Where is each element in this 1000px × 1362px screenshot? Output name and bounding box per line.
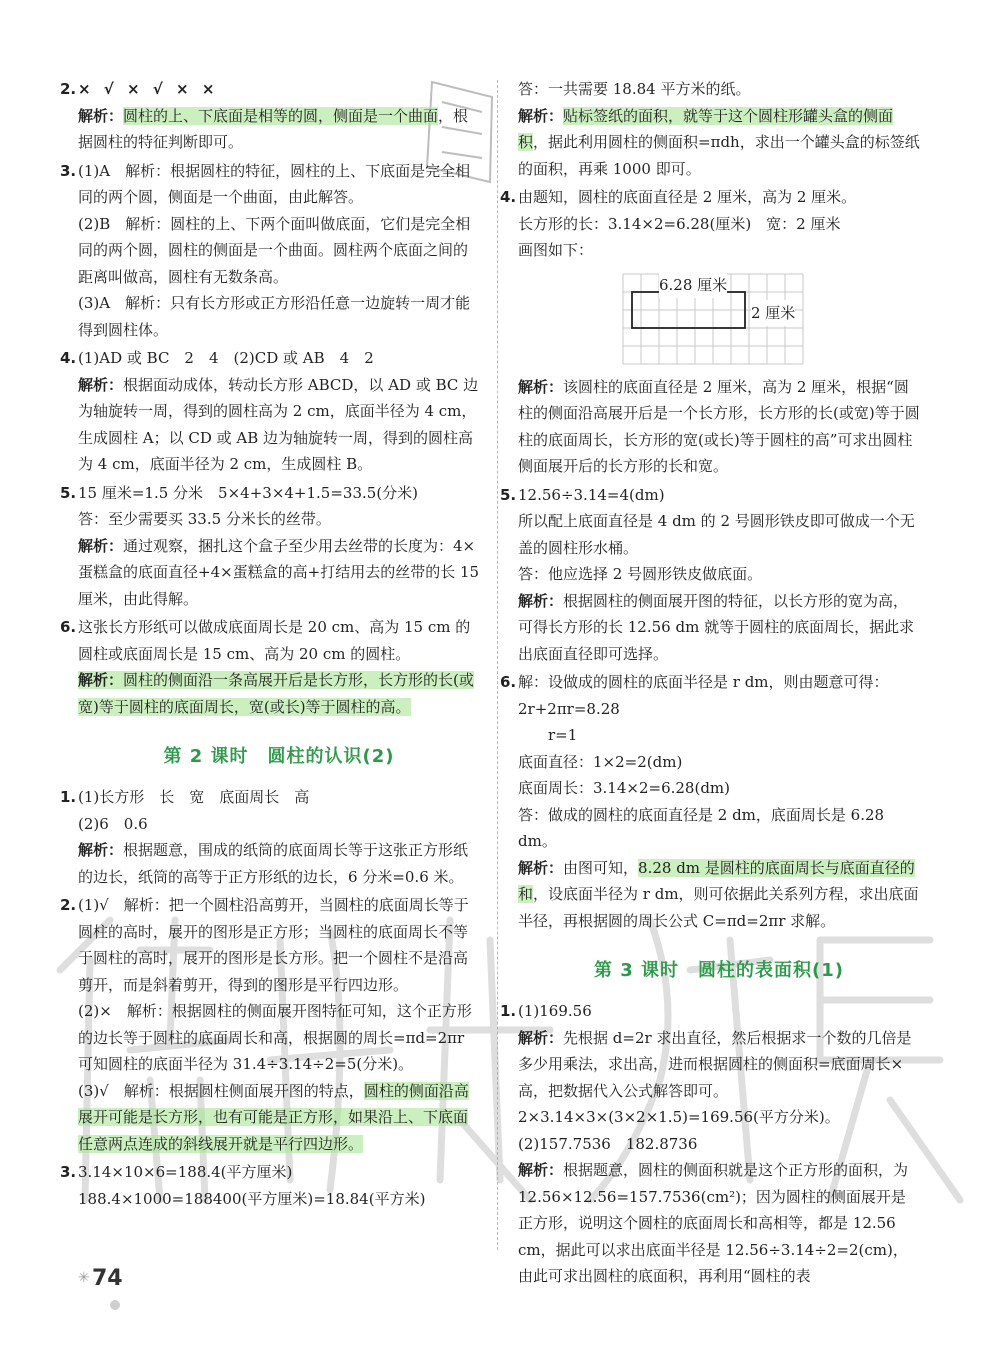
- answer-text: (1)169.56: [518, 1002, 592, 1020]
- analysis-text: 根据面动成体，转动长方形 ABCD，以 AD 或 BC 边为轴旋转一周，得到的圆柱高为 2 cm，底面半径为 4 cm，生成圆柱 A；以 CD 或 AB 边为轴旋转一周，得到的圆柱高为 4 cm，底面半径为 2 cm，生成圆柱 B。: [78, 375, 479, 473]
- analysis-text: 通过观察，捆扎这个盒子至少用去丝带的长度为：4×蛋糕盒的底面直径+4×蛋糕盒的高+打结用去的丝带的长 15 厘米，由此得解。: [78, 536, 480, 608]
- sub-answer: (1)√ 解析：把一个圆柱沿高剪开，当圆柱的底面周长等于圆柱的高时，展开的图形是正方形；当圆柱的底面周长不等于圆柱的高时，展开的图形是长方形。把一个圆柱不是沿高剪开，而是斜着剪开，得到的图形是平行四边形。: [78, 896, 469, 994]
- answer-text: 画图如下：: [518, 241, 594, 259]
- answer-text: 答：一共需要 18.84 平方米的纸。: [518, 80, 751, 98]
- question-number: 1.: [60, 788, 77, 806]
- figure-label-length: 6.28 厘米: [659, 272, 727, 299]
- question-number: 4.: [60, 349, 77, 367]
- figure-label-width: 2 厘米: [751, 300, 795, 327]
- equation: 2r+2πr=8.28: [518, 699, 620, 718]
- answer-text: 15 厘米=1.5 分米 5×4+3×4+1.5=33.5(分米): [78, 483, 419, 502]
- answer-text: × √ × √ × ×: [78, 80, 219, 98]
- answer-text: 这张长方形纸可以做成底面周长是 20 cm、高为 15 cm 的圆柱或底面周长是 15 cm、高为 20 cm 的圆柱。: [78, 618, 471, 663]
- analysis-text: 根据题意，围成的纸筒的底面周长等于这张正方形纸的边长，纸筒的高等于正方形纸的边长，6 分米=0.6 米。: [78, 841, 469, 886]
- section-title-lesson-3: 第 3 课时 圆柱的表面积(1): [593, 960, 845, 981]
- sub-answer: (2)B 解析：圆柱的上、下两个面叫做底面，它们是完全相同的两个圆，圆柱的侧面是一个曲面。圆柱两个底面之间的距离叫做高，圆柱有无数条高。: [78, 214, 471, 286]
- answer-text: 答：至少需要买 33.5 分米长的丝带。: [78, 510, 331, 528]
- sub-answer: (1)A 解析：根据圆柱的特征，圆柱的上、下底面是完全相同的两个圆，侧面是一个曲面，由此解答。: [78, 161, 471, 206]
- answer-3-continued: [518, 76, 920, 182]
- answer-text: (2)6 0.6: [78, 814, 148, 833]
- lesson2-answer-1: [60, 784, 480, 890]
- analysis-highlight: 圆柱的上、下底面是相等的圆，侧面是一个曲面: [123, 106, 439, 125]
- page-star-icon: ✳: [78, 1270, 90, 1286]
- analysis-label: 解析：: [518, 1161, 564, 1179]
- analysis-text: 先根据 d=2r 求出直径，然后根据求一个数的几倍是多少用乘法，求出高，进而根据圆柱的侧面积=底面周长×高，把数据代入公式解答即可。2×3.14×3×(3×2×1.5)=169.56(平方分米)。: [518, 1028, 912, 1126]
- analysis-highlight: 圆柱的侧面沿高展开可能是长方形，也有可能是正方形，如果沿上、下底面任意两点连成的斜线展开就是平行四边形。: [78, 1081, 469, 1153]
- analysis-label: 解析：: [78, 841, 124, 859]
- analysis-text: ，根据圆柱的特征判断即可。: [78, 106, 469, 151]
- answer-4: [60, 345, 480, 478]
- question-number: 2.: [60, 896, 77, 914]
- sub-answer: (3)A 解析：只有长方形或正方形沿任意一边旋转一周才能得到圆柱体。: [78, 294, 471, 339]
- answer-text: 解：设做成的圆柱的底面半径是 r dm，则由题意可得：: [518, 673, 889, 691]
- answer-6: [60, 614, 480, 720]
- answer-text: 底面周长：3.14×2=6.28(dm): [518, 779, 731, 797]
- sub-answer: (3)√ 解析：根据圆柱侧面展开图的特点，: [78, 1081, 364, 1100]
- analysis-highlight: 8.28 dm 是圆柱的底面周长与底面直径的和: [518, 858, 915, 903]
- analysis-text: 该圆柱的底面直径是 2 厘米，高为 2 厘米，根据“圆柱的侧面沿高展开后是一个长方形，长方形的长(或宽)等于圆柱的底面周长，长方形的宽(或长)等于圆柱的高”可求出圆柱侧面展开后的长方形的长和宽。: [518, 377, 920, 475]
- analysis-label: 解析：: [518, 858, 564, 877]
- analysis-highlight: 贴标签纸的面积，就等于这个圆柱形罐头盒的侧面积: [518, 106, 894, 151]
- answer-text: 188.4×1000=188400(平方厘米)=18.84(平方米): [78, 1189, 426, 1208]
- analysis-text: 根据题意，圆柱的侧面积就是这个正方形的面积，为 12.56×12.56=157.7536(cm²)；因为圆柱的侧面展开是正方形，说明这个圆柱的底面周长和高相等，都是 12.56 cm，据此可以求出底面半径是 12.56÷3.14÷2=2(cm)，由此可求出圆柱的底面积，再利用“圆柱的表: [518, 1161, 909, 1285]
- lesson2-answer-2: [60, 892, 480, 1157]
- left-column: [60, 76, 480, 1212]
- question-number: 4.: [500, 188, 517, 206]
- question-number: 5.: [500, 485, 517, 504]
- analysis-text: 由图可知，: [563, 858, 639, 877]
- question-number: 6.: [60, 618, 77, 636]
- lesson3-answer-1: [500, 998, 920, 1290]
- answer-5: [60, 480, 480, 613]
- answer-text: 12.56÷3.14=4(dm): [518, 485, 665, 504]
- answer-text: 答：他应选择 2 号圆形铁皮做底面。: [518, 565, 763, 583]
- answer-2: [60, 76, 480, 156]
- answer-text: (1)AD 或 BC 2 4 (2)CD 或 AB 4 2: [78, 349, 374, 367]
- answer-text: 由题知，圆柱的底面直径是 2 厘米，高为 2 厘米。: [518, 188, 857, 206]
- question-number: 2.: [60, 80, 77, 98]
- page-dot-decoration: [110, 1300, 120, 1310]
- answer-text: 长方形的长：3.14×2=6.28(厘米) 宽：2 厘米: [518, 214, 841, 233]
- analysis-label: 解析：: [78, 671, 124, 689]
- analysis-text: 根据圆柱的侧面展开图的特征，以长方形的宽为高，可得长方形的长 12.56 dm 就等于圆柱的底面周长，据此求出底面直径即可选择。: [518, 591, 915, 663]
- section-title-lesson-2: 第 2 课时 圆柱的认识(2): [163, 746, 395, 767]
- analysis-label: 解析：: [78, 106, 124, 125]
- question-number: 5.: [60, 483, 77, 502]
- answer-5-right: [500, 482, 920, 668]
- question-number: 6.: [500, 673, 517, 691]
- answer-text: 所以配上底面直径是 4 dm 的 2 号圆形铁皮即可做成一个无盖的圆柱形水桶。: [518, 512, 915, 557]
- question-number: 3.: [60, 161, 77, 180]
- analysis-label: 解析：: [518, 377, 564, 396]
- analysis-label: 解析：: [518, 591, 564, 610]
- sub-answer: (2)× 解析：根据圆柱的侧面展开图特征可知，这个正方形的边长等于圆柱的底面周长和高，根据圆的周长=πd=2πr 可知圆柱的底面半径为 31.4÷3.14÷2=5(分米)。: [78, 1002, 472, 1073]
- analysis-text: ，据此利用圆柱的侧面积=πdh，求出一个罐头盒的标签纸的面积，再乘 1000 即可。: [518, 133, 920, 178]
- answer-text: 底面直径：1×2=2(dm): [518, 752, 683, 771]
- answer-text: (2)157.7536 182.8736: [518, 1134, 698, 1153]
- lesson2-answer-3: [60, 1159, 480, 1212]
- answer-text: (1)长方形 长 宽 底面周长 高: [78, 788, 310, 806]
- answer-text: 3.14×10×6=188.4(平方厘米): [78, 1163, 293, 1181]
- answer-4-right: [500, 184, 920, 480]
- analysis-highlight: 圆柱的侧面沿一条高展开后是长方形，长方形的长(或宽)等于圆柱的底面周长，宽(或长)等于圆柱的高。: [78, 671, 474, 716]
- answer-6-right: [500, 669, 920, 934]
- equation: r=1: [548, 726, 578, 744]
- question-number: 1.: [500, 1002, 517, 1020]
- question-number: 3.: [60, 1163, 77, 1181]
- analysis-label: 解析：: [78, 536, 124, 555]
- analysis-label: 解析：: [518, 1028, 564, 1047]
- column-divider: [497, 80, 498, 1250]
- analysis-text: ，设底面半径为 r dm，则可依据此关系列方程，求出底面半径，再根据圆的周长公式 C=πd=2πr 求解。: [518, 885, 919, 930]
- answer-text: 答：做成的圆柱的底面直径是 2 dm，底面周长是 6.28 dm。: [518, 805, 885, 850]
- page-number: 74: [92, 1266, 123, 1291]
- analysis-label: 解析：: [518, 106, 564, 125]
- answer-3: [60, 158, 480, 344]
- analysis-label: 解析：: [78, 375, 124, 394]
- rectangle-grid-figure: [613, 270, 813, 366]
- right-column: [500, 76, 920, 1290]
